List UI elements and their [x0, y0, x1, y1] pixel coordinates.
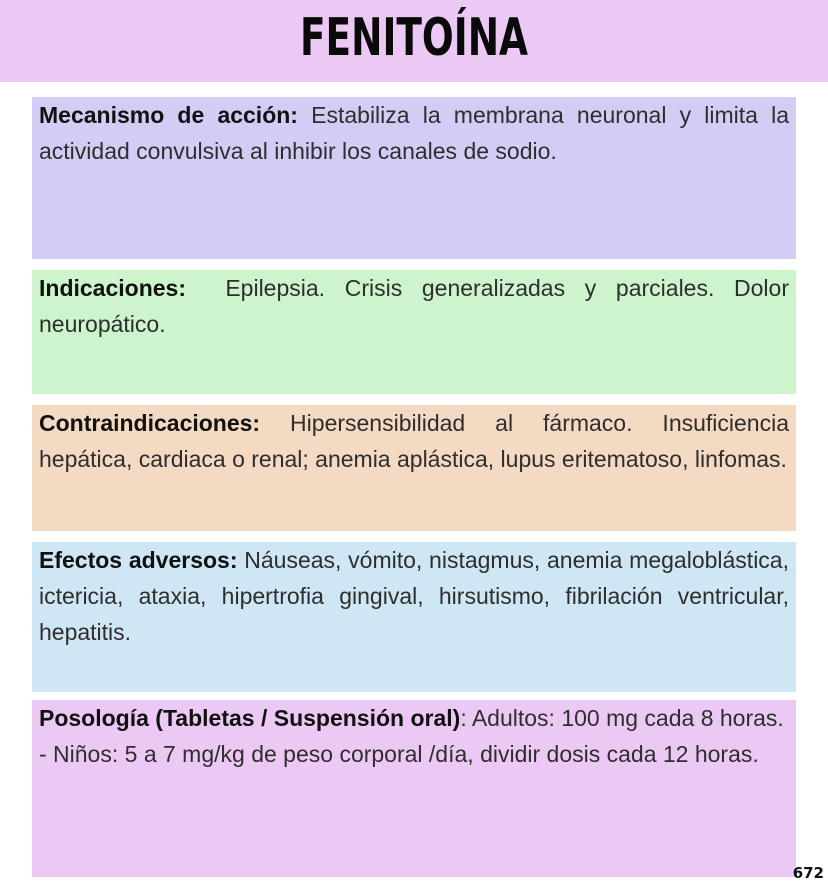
section-indicaciones	[32, 270, 796, 394]
section-label-efectos: Efectos adversos:	[39, 547, 238, 573]
section-label-mecanismo: Mecanismo de acción:	[39, 102, 298, 128]
section-label-indicaciones: Indicaciones:	[39, 275, 186, 301]
page-title: FENITOÍNA	[299, 8, 529, 68]
section-text-mecanismo: Estabiliza la membrana neuronal y limita la actividad convulsiva al inhibir los canales de sodio.	[39, 102, 789, 164]
section-mecanismo	[32, 97, 796, 259]
title-bar	[0, 0, 828, 82]
section-contraindicaciones	[32, 405, 796, 531]
section-text-indicaciones: Epilepsia. Crisis generalizadas y parciales. Dolor neuropático.	[39, 275, 796, 337]
section-text-contraindicaciones: Hipersensibilidad al fármaco. Insuficiencia hepática, cardiaca o renal; anemia aplástica, lupus eritematoso, linfomas.	[39, 410, 789, 472]
section-text-posologia: : Adultos: 100 mg cada 8 horas.	[460, 705, 784, 731]
section-efectos-adversos	[32, 542, 796, 692]
posologia-line-2: - Niños: 5 a 7 mg/kg de peso corporal /día, dividir dosis cada 12 horas.	[39, 741, 759, 767]
page-number: 672	[792, 864, 824, 882]
section-label-posologia: Posología (Tabletas / Suspensión oral)	[39, 705, 461, 731]
section-posologia	[32, 700, 796, 877]
section-text-efectos: Náuseas, vómito, nistagmus, anemia megaloblástica, ictericia, ataxia, hipertrofia gingival, hirsutismo, fibrilación ventricular, hepatitis.	[39, 547, 789, 645]
section-label-contraindicaciones: Contraindicaciones:	[39, 410, 261, 436]
posologia-line-1	[39, 700, 789, 736]
